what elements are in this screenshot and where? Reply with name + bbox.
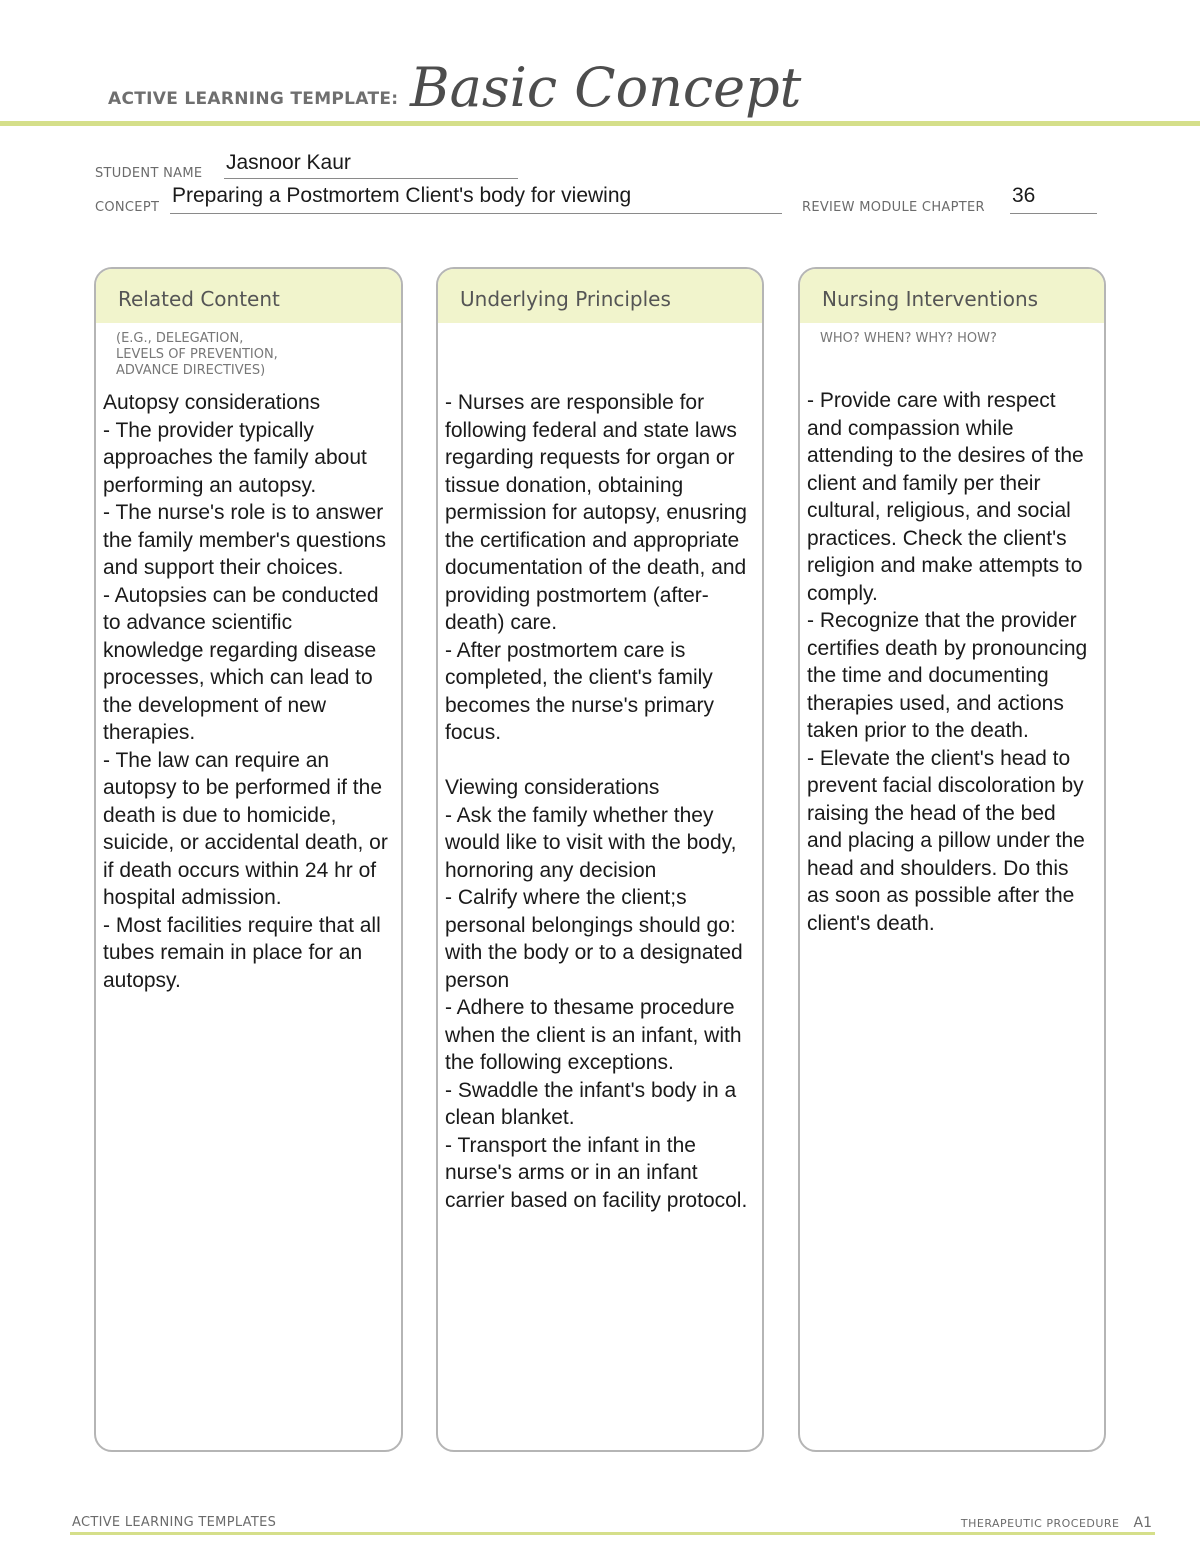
text-line: - Most facilities require that all tubes remain in place for an autopsy. <box>103 913 381 992</box>
nursing-interventions-body[interactable] <box>807 387 1096 937</box>
page-title: Basic Concept <box>410 56 802 119</box>
footer-left-label: ACTIVE LEARNING TEMPLATES <box>72 1515 277 1530</box>
text-line: - Elevate the client's head to prevent facial discoloration by raising the head of the bed and placing a pillow under the head and shoulders. Do this as soon as possible after the client's death. <box>807 746 1085 935</box>
text-line: - Provide care with respect and compassion while attending to the desires of the client and family per their cultural, religious, and social practices. Check the client's religion and make attempts to comply. <box>807 389 1084 605</box>
related-content-panel <box>94 267 403 1452</box>
review-chapter-field[interactable]: 36 <box>1012 184 1036 207</box>
text-line: - Swaddle the infant's body in a clean blanket. <box>445 1078 737 1129</box>
text-line: - The provider typically approaches the family about performing an autopsy. <box>103 418 367 497</box>
text-line: - The nurse's role is to answer the family member's questions and support their choices. <box>103 501 386 579</box>
underlying-principles-heading: Underlying Principles <box>438 269 762 323</box>
text-line: - Autopsies can be conducted to advance scientific knowledge regarding disease processes, which can lead to the development of new therapies. <box>103 583 379 744</box>
related-content-heading: Related Content <box>96 269 401 323</box>
student-name-label: STUDENT NAME <box>95 166 203 181</box>
nursing-interventions-hint: WHO? WHEN? WHY? HOW? <box>820 331 997 346</box>
text-line: - Adhere to thesame procedure when the client is an infant, with the following exceptions. <box>445 996 742 1074</box>
review-chapter-label: REVIEW MODULE CHAPTER <box>802 200 985 215</box>
nursing-interventions-panel <box>798 267 1106 1452</box>
student-name-field[interactable]: Jasnoor Kaur <box>226 151 351 174</box>
nursing-interventions-heading: Nursing Interventions <box>800 269 1104 323</box>
text-line: - Calrify where the client;s personal belongings should go: with the body or to a designated person <box>445 886 743 992</box>
concept-underline <box>170 213 782 214</box>
paragraph-gap <box>445 747 754 775</box>
footer-page-code: A1 <box>1133 1515 1152 1531</box>
text-line: Autopsy considerations <box>103 391 321 414</box>
student-name-underline <box>224 178 518 179</box>
text-line: - Ask the family whether they would like to visit with the body, hornoring any decision <box>445 803 737 882</box>
footer-section: THERAPEUTIC PROCEDURE <box>960 1517 1120 1530</box>
related-content-body[interactable] <box>103 389 393 994</box>
header-divider <box>0 121 1200 126</box>
underlying-principles-panel <box>436 267 764 1452</box>
footer-divider <box>70 1532 1155 1535</box>
text-line: - Recognize that the provider certifies death by pronouncing the time and documenting therapies used, and actions taken prior to the death. <box>807 609 1088 742</box>
review-chapter-underline <box>1010 213 1097 214</box>
text-line: Viewing considerations <box>445 776 660 799</box>
text-line: - After postmortem care is completed, the client's family becomes the nurse's primary focus. <box>445 638 714 744</box>
footer-right-label <box>961 1515 1152 1531</box>
concept-label: CONCEPT <box>95 200 160 215</box>
template-label: ACTIVE LEARNING TEMPLATE: <box>108 89 399 109</box>
related-content-hint: (E.G., DELEGATION, LEVELS OF PREVENTION, ADVANCE DIRECTIVES) <box>116 331 278 378</box>
underlying-principles-body[interactable] <box>445 389 754 1214</box>
text-line: - Nurses are responsible for following federal and state laws regarding requests for organ or tissue donation, obtaining permission for autopsy, enusring the certification and appropriate documentation of the death, and providing postmortem (after-death) care. <box>445 391 747 634</box>
text-line: - The law can require an autopsy to be performed if the death is due to homicide, suicide, or accidental death, or if death occurs within 24 hr of hospital admission. <box>103 748 388 909</box>
text-line: - Transport the infant in the nurse's arms or in an infant carrier based on facility protocol. <box>445 1133 748 1212</box>
concept-field[interactable]: Preparing a Postmortem Client's body for viewing <box>172 184 632 207</box>
